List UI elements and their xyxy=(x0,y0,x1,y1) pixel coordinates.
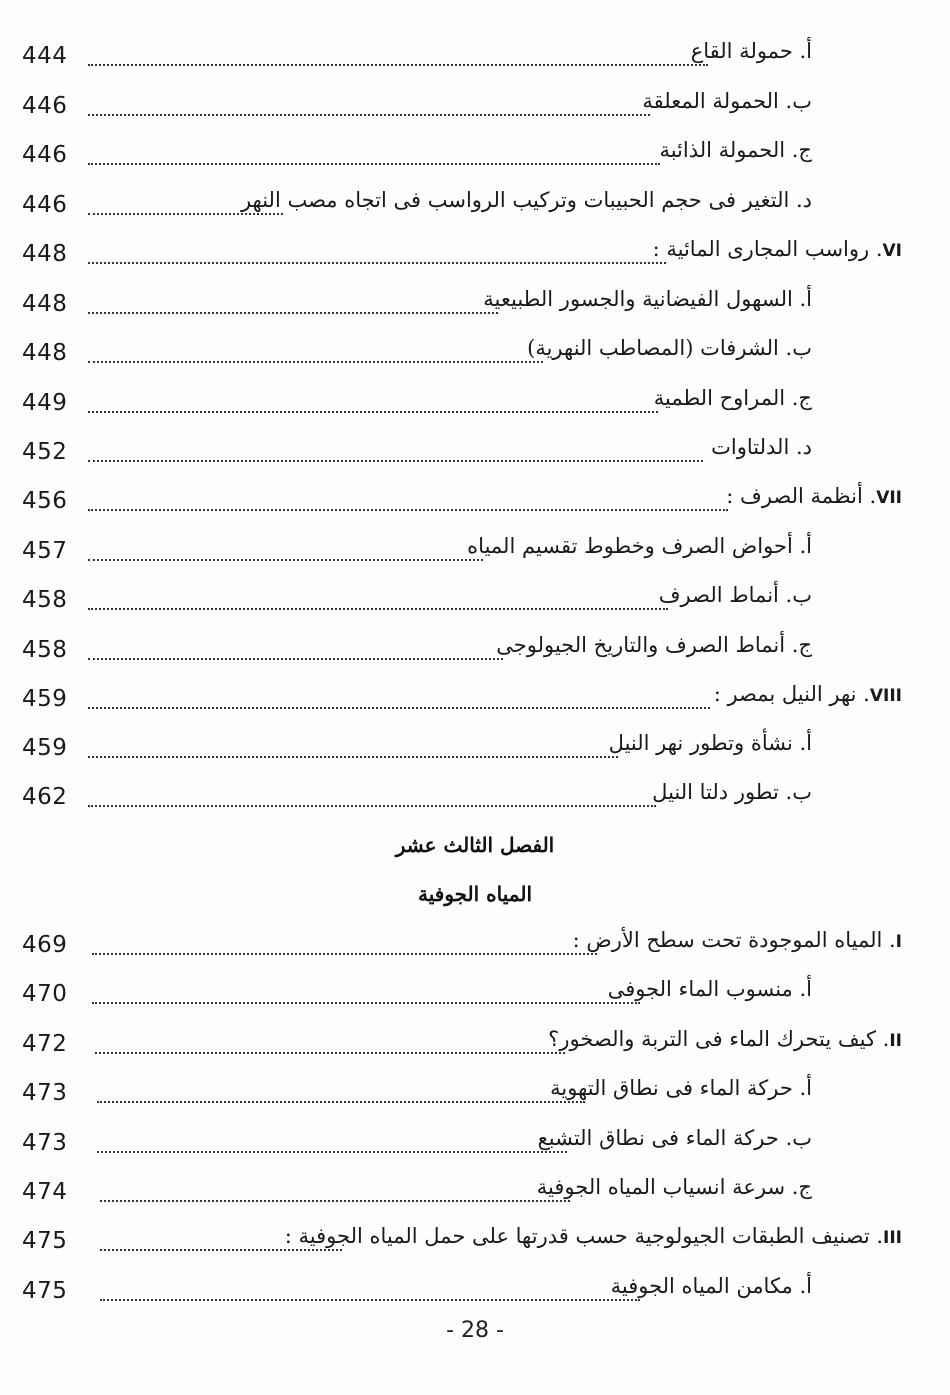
dot-leader xyxy=(88,707,710,709)
toc-section-row xyxy=(0,1222,950,1262)
section-title: . كيف يتحرك الماء فى التربة والصخور؟ xyxy=(548,1027,890,1051)
page-number: 474 xyxy=(22,1179,68,1205)
toc-section-row xyxy=(0,235,950,275)
page-number: 457 xyxy=(22,538,68,564)
chapter-subheading: المياه الجوفية xyxy=(418,882,532,906)
toc-entry-label: ب. الحمولة المعلقة xyxy=(642,89,812,113)
section-roman-numeral: VII xyxy=(876,488,902,508)
section-roman-numeral: I xyxy=(895,932,902,952)
toc-row xyxy=(0,384,950,424)
dot-leader xyxy=(88,312,498,314)
toc-section-label xyxy=(714,682,902,706)
toc-section-label xyxy=(573,928,902,952)
dot-leader xyxy=(92,1002,640,1004)
dot-leader xyxy=(100,1299,640,1301)
dot-leader xyxy=(88,559,483,561)
toc-row xyxy=(0,1173,950,1213)
section-roman-numeral: VIII xyxy=(869,686,902,706)
toc-section-label xyxy=(653,237,902,261)
dot-leader xyxy=(100,1249,342,1251)
page-number: 444 xyxy=(22,43,68,69)
toc-row xyxy=(0,433,950,473)
page-number: 469 xyxy=(22,932,68,958)
page-folio: - 28 - xyxy=(446,1318,504,1343)
dot-leader xyxy=(97,1101,585,1103)
toc-row xyxy=(0,136,950,176)
dot-leader xyxy=(88,411,658,413)
dot-leader xyxy=(88,213,283,215)
toc-row xyxy=(0,37,950,77)
dot-leader xyxy=(88,361,543,363)
page-number: 462 xyxy=(22,784,68,810)
toc-entry-label: ب. أنماط الصرف xyxy=(658,583,812,607)
page-number: 448 xyxy=(22,241,68,267)
toc-entry-label: د. التغير فى حجم الحبيبات وتركيب الرواسب فى اتجاه مصب النهر xyxy=(240,188,812,212)
toc-row xyxy=(0,975,950,1015)
section-title: . رواسب المجارى المائية : xyxy=(652,237,883,261)
page-number: 470 xyxy=(22,981,68,1007)
toc-entry-label: ب. حركة الماء فى نطاق التشبع xyxy=(537,1126,812,1150)
toc-row xyxy=(0,87,950,127)
dot-leader xyxy=(88,608,668,610)
toc-entry-label: د. الدلتاوات xyxy=(711,435,812,459)
toc-row xyxy=(0,1272,950,1312)
dot-leader xyxy=(88,658,503,660)
dot-leader xyxy=(97,1151,567,1153)
dot-leader xyxy=(95,1052,565,1054)
page-number: 472 xyxy=(22,1031,68,1057)
toc-entry-label: ب. الشرفات (المصاطب النهرية) xyxy=(527,336,812,360)
page-number: 458 xyxy=(22,637,68,663)
toc-section-row xyxy=(0,926,950,966)
toc-row xyxy=(0,729,950,769)
toc-row xyxy=(0,1124,950,1164)
page-number: 456 xyxy=(22,488,68,514)
toc-entry-label: أ. أحواض الصرف وخطوط تقسيم المياه xyxy=(467,534,812,558)
section-title: . المياه الموجودة تحت سطح الأرض : xyxy=(572,928,896,952)
toc-section-row xyxy=(0,680,950,720)
dot-leader xyxy=(88,805,656,807)
page-number: 473 xyxy=(22,1080,68,1106)
toc-row xyxy=(0,1074,950,1114)
dot-leader xyxy=(88,114,650,116)
page-number: 459 xyxy=(22,735,68,761)
toc-entry-label: أ. حمولة القاع xyxy=(690,39,812,63)
dot-leader xyxy=(100,1200,570,1202)
toc-section-label xyxy=(285,1224,902,1248)
page-number: 446 xyxy=(22,93,68,119)
dot-leader xyxy=(92,953,597,955)
page-number: 449 xyxy=(22,390,68,416)
toc-entry-label: أ. حركة الماء فى نطاق التهوية xyxy=(550,1076,812,1100)
chapter-heading: الفصل الثالث عشر xyxy=(395,833,555,857)
page-number: 446 xyxy=(22,142,68,168)
dot-leader xyxy=(88,262,666,264)
dot-leader xyxy=(88,756,618,758)
toc-row xyxy=(0,581,950,621)
toc-entry-label: ج. الحمولة الذائبة xyxy=(659,138,812,162)
page-number: 458 xyxy=(22,587,68,613)
toc-entry-label: ج. أنماط الصرف والتاريخ الجيولوجى xyxy=(496,633,812,657)
toc-row xyxy=(0,778,950,818)
toc-section-label xyxy=(548,1027,902,1051)
page-number: 475 xyxy=(22,1228,68,1254)
page-number: 446 xyxy=(22,192,68,218)
toc-entry-label: أ. السهول الفيضانية والجسور الطبيعية xyxy=(483,287,812,311)
toc-entry-label: ج. سرعة انسياب المياه الجوفية xyxy=(536,1175,812,1199)
toc-entry-label: أ. مكامن المياه الجوفية xyxy=(610,1274,812,1298)
toc-row xyxy=(0,186,950,226)
section-roman-numeral: VI xyxy=(882,241,902,261)
page-number: 459 xyxy=(22,686,68,712)
page-number: 473 xyxy=(22,1130,68,1156)
toc-row xyxy=(0,532,950,572)
section-title: . أنظمة الصرف : xyxy=(726,484,877,508)
dot-leader xyxy=(88,163,660,165)
dot-leader xyxy=(88,460,703,462)
page-number: 475 xyxy=(22,1278,68,1304)
page-number: 452 xyxy=(22,439,68,465)
dot-leader xyxy=(88,64,708,66)
section-title: . نهر النيل بمصر : xyxy=(713,682,870,706)
toc-entry-label: أ. نشأة وتطور نهر النيل xyxy=(608,731,812,755)
toc-entry-label: أ. منسوب الماء الجوفى xyxy=(607,977,812,1001)
section-roman-numeral: II xyxy=(889,1031,902,1051)
toc-row xyxy=(0,631,950,671)
toc-entry-label: ج. المراوح الطمية xyxy=(653,386,812,410)
page-number: 448 xyxy=(22,291,68,317)
dot-leader xyxy=(88,509,728,511)
toc-row xyxy=(0,285,950,325)
page-number: 448 xyxy=(22,340,68,366)
toc-row xyxy=(0,334,950,374)
toc-section-row xyxy=(0,1025,950,1065)
toc-section-row xyxy=(0,482,950,522)
section-title: . تصنيف الطبقات الجيولوجية حسب قدرتها على حمل المياه الجوفية : xyxy=(284,1224,884,1248)
toc-section-label xyxy=(726,484,902,508)
toc-entry-label: ب. تطور دلتا النيل xyxy=(652,780,812,804)
section-roman-numeral: III xyxy=(883,1228,902,1248)
